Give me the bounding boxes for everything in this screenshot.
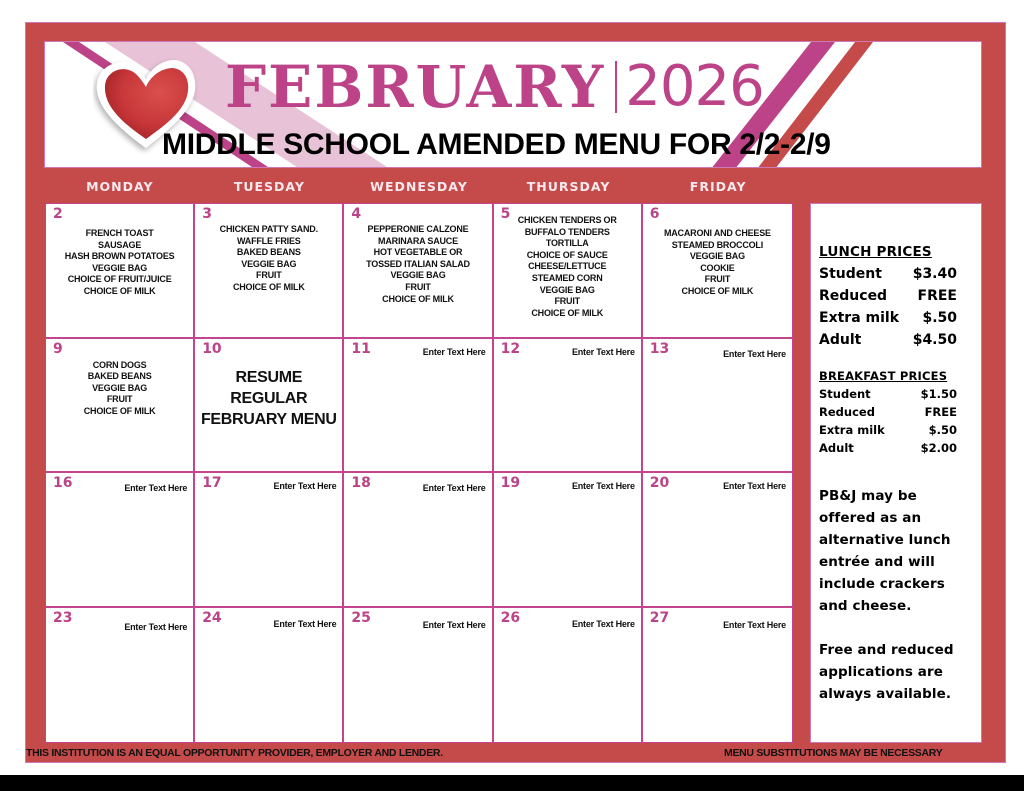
menu-items xyxy=(643,228,792,298)
calendar-day xyxy=(494,608,643,743)
menu-item: SAUSAGE xyxy=(98,239,142,250)
menu-item: CHOICE OF MILK xyxy=(83,285,156,296)
day-number: 24 xyxy=(202,609,222,626)
substitutions-notice: MENU SUBSTITUTIONS MAY BE NECESSARY xyxy=(724,747,943,759)
calendar-day xyxy=(46,473,195,608)
menu-item: MARINARA SAUCE xyxy=(378,235,458,246)
menu-items xyxy=(195,224,342,294)
notice-line: FEBRUARY MENU xyxy=(200,410,337,428)
price-value: $3.40 xyxy=(912,266,957,282)
menu-item: FRUIT xyxy=(256,270,282,281)
price-value: FREE xyxy=(917,288,957,304)
weekday-header-row xyxy=(45,175,793,199)
price-label: Reduced xyxy=(819,288,888,304)
day-number: 10 xyxy=(202,340,222,357)
menu-item: WAFFLE FRIES xyxy=(236,235,301,246)
price-row xyxy=(819,385,973,403)
day-number: 18 xyxy=(351,475,371,491)
day-number: 5 xyxy=(500,206,511,222)
placeholder-text[interactable]: Enter Text Here xyxy=(422,346,486,357)
placeholder-text[interactable]: Enter Text Here xyxy=(422,619,486,630)
menu-items xyxy=(46,228,193,298)
notice-line: REGULAR xyxy=(230,389,308,407)
pbj-alternative-note: PB&J may be offered as an alternative lunch entrée and will include crackers and cheese. xyxy=(819,488,951,614)
menu-item: VEGGIE BAG xyxy=(390,270,446,281)
calendar-day xyxy=(494,204,643,339)
day-number: 25 xyxy=(351,609,371,626)
day-number: 12 xyxy=(500,340,521,357)
price-row xyxy=(819,439,973,457)
menu-item: FRUIT xyxy=(405,281,431,292)
weekday-monday: MONDAY xyxy=(86,179,154,194)
title-month: FEBRUARY xyxy=(225,53,606,121)
menu-page-frame xyxy=(25,22,1006,763)
day-number: 27 xyxy=(649,609,670,626)
placeholder-text[interactable]: Enter Text Here xyxy=(723,348,786,359)
menu-item: BAKED BEANS xyxy=(236,247,301,258)
page-header xyxy=(44,41,982,168)
day-number: 20 xyxy=(649,475,670,491)
price-row xyxy=(819,307,973,329)
calendar-day xyxy=(195,608,344,743)
menu-item: CHOICE OF SAUCE xyxy=(526,249,608,260)
day-number: 16 xyxy=(53,475,73,491)
calendar-day xyxy=(643,608,792,743)
menu-item: CHOICE OF MILK xyxy=(232,281,305,292)
menu-items xyxy=(344,224,491,305)
price-value: $.50 xyxy=(928,423,957,437)
price-label: Student xyxy=(819,387,871,401)
price-row xyxy=(819,421,973,439)
menu-item: VEGGIE BAG xyxy=(241,258,297,269)
equal-opportunity-statement: THIS INSTITUTION IS AN EQUAL OPPORTUNITY PROVIDER, EMPLOYER AND LENDER. xyxy=(26,747,443,759)
weekday-thursday: THURSDAY xyxy=(526,179,611,194)
lunch-prices-title: LUNCH PRICES xyxy=(819,244,932,260)
price-row xyxy=(819,285,973,307)
breakfast-prices-title: BREAKFAST PRICES xyxy=(819,369,948,383)
menu-item: CHOICE OF MILK xyxy=(83,405,156,416)
menu-item: CHOICE OF FRUIT/JUICE xyxy=(67,274,172,285)
calendar-day xyxy=(46,204,195,339)
prices-side-panel xyxy=(810,203,982,743)
breakfast-prices xyxy=(819,369,973,457)
free-reduced-note: Free and reduced applications are always available. xyxy=(819,642,954,702)
menu-item: HOT VEGETABLE OR xyxy=(373,247,463,258)
menu-item: CHOICE OF MILK xyxy=(382,293,454,304)
day-number: 17 xyxy=(202,475,222,491)
menu-item: CORN DOGS xyxy=(92,359,147,370)
placeholder-text[interactable]: Enter Text Here xyxy=(571,346,635,357)
day-number: 3 xyxy=(202,206,212,222)
menu-item: COOKIE xyxy=(700,262,735,273)
weekday-tuesday: TUESDAY xyxy=(233,179,305,194)
price-label: Adult xyxy=(819,332,862,348)
placeholder-text[interactable]: Enter Text Here xyxy=(124,483,188,493)
price-row xyxy=(819,329,973,351)
menu-item: VEGGIE BAG xyxy=(539,284,595,295)
menu-notice xyxy=(195,367,342,430)
day-number: 26 xyxy=(500,609,521,626)
menu-item: VEGGIE BAG xyxy=(92,382,148,393)
menu-item: STEAMED CORN xyxy=(531,272,603,283)
calendar-day xyxy=(195,204,344,339)
notice-line: RESUME xyxy=(235,368,303,386)
price-label: Adult xyxy=(819,441,854,455)
menu-item: CHOICE OF MILK xyxy=(531,307,604,318)
page-subtitle: MIDDLE SCHOOL AMENDED MENU FOR 2/2-2/9 xyxy=(162,128,831,161)
menu-item: STEAMED BROCCOLI xyxy=(671,239,764,250)
placeholder-text[interactable]: Enter Text Here xyxy=(571,481,635,491)
price-value: FREE xyxy=(924,405,957,419)
page-bottom-edge xyxy=(0,775,1024,791)
price-label: Extra milk xyxy=(819,310,900,326)
weekday-wednesday: WEDNESDAY xyxy=(370,179,468,194)
calendar-day xyxy=(643,473,792,608)
title-year: 2026 xyxy=(625,54,764,119)
price-value: $2.00 xyxy=(920,441,957,455)
day-number: 4 xyxy=(351,206,362,222)
calendar-day xyxy=(344,204,493,339)
calendar-day xyxy=(195,339,344,474)
calendar-grid xyxy=(45,203,793,743)
menu-item: PEPPERONIE CALZONE xyxy=(367,224,469,234)
calendar-day xyxy=(46,339,195,474)
day-number: 23 xyxy=(53,609,73,626)
price-label: Reduced xyxy=(819,405,875,419)
menu-item: TORTILLA xyxy=(545,238,589,249)
placeholder-text[interactable]: Enter Text Here xyxy=(273,618,337,629)
page-title xyxy=(225,54,764,120)
menu-item: VEGGIE BAG xyxy=(92,262,148,273)
calendar-day xyxy=(344,608,493,743)
placeholder-text[interactable]: Enter Text Here xyxy=(124,621,188,632)
price-label: Extra milk xyxy=(819,423,885,437)
placeholder-text[interactable]: Enter Text Here xyxy=(273,481,337,491)
calendar-day xyxy=(643,204,792,339)
menu-item: CHOICE OF MILK xyxy=(681,285,754,296)
menu-items xyxy=(46,360,193,418)
placeholder-text[interactable]: Enter Text Here xyxy=(723,481,786,491)
price-value: $4.50 xyxy=(912,332,957,348)
calendar-day xyxy=(643,339,792,474)
weekday-friday: FRIDAY xyxy=(689,179,747,194)
menu-item: HASH BROWN POTATOES xyxy=(64,251,175,262)
price-label: Student xyxy=(819,266,882,282)
day-number: 19 xyxy=(500,475,521,491)
day-number: 13 xyxy=(649,340,670,357)
calendar-day xyxy=(195,473,344,608)
calendar-day xyxy=(46,608,195,743)
calendar-day xyxy=(494,339,643,474)
menu-item: CHICKEN PATTY SAND. xyxy=(219,224,318,234)
title-separator xyxy=(615,61,617,113)
menu-item: TOSSED ITALIAN SALAD xyxy=(366,258,470,269)
menu-item: FRENCH TOAST xyxy=(85,228,154,238)
menu-items xyxy=(494,215,641,319)
placeholder-text[interactable]: Enter Text Here xyxy=(723,619,786,630)
menu-item: BAKED BEANS xyxy=(87,371,152,382)
calendar-day xyxy=(344,339,493,474)
price-value: $1.50 xyxy=(920,387,957,401)
calendar-day xyxy=(344,473,493,608)
day-number: 9 xyxy=(53,340,63,357)
lunch-prices xyxy=(819,244,973,351)
day-number: 6 xyxy=(649,206,660,222)
menu-item: FRUIT xyxy=(106,394,133,405)
day-number: 2 xyxy=(53,206,63,222)
price-value: $.50 xyxy=(922,310,957,326)
menu-item: CHICKEN TENDERS OR xyxy=(517,215,617,225)
menu-item: VEGGIE BAG xyxy=(689,251,745,262)
menu-item: FRUIT xyxy=(554,296,580,307)
day-number: 11 xyxy=(351,340,371,357)
price-row xyxy=(819,263,973,285)
menu-item: CHEESE/LETTUCE xyxy=(528,261,607,272)
placeholder-text[interactable]: Enter Text Here xyxy=(422,483,486,493)
price-row xyxy=(819,403,973,421)
calendar-day xyxy=(494,473,643,608)
menu-item: BUFFALO TENDERS xyxy=(524,226,610,237)
menu-item: MACARONI AND CHEESE xyxy=(663,228,771,238)
menu-item: FRUIT xyxy=(704,274,731,285)
placeholder-text[interactable]: Enter Text Here xyxy=(571,618,635,629)
